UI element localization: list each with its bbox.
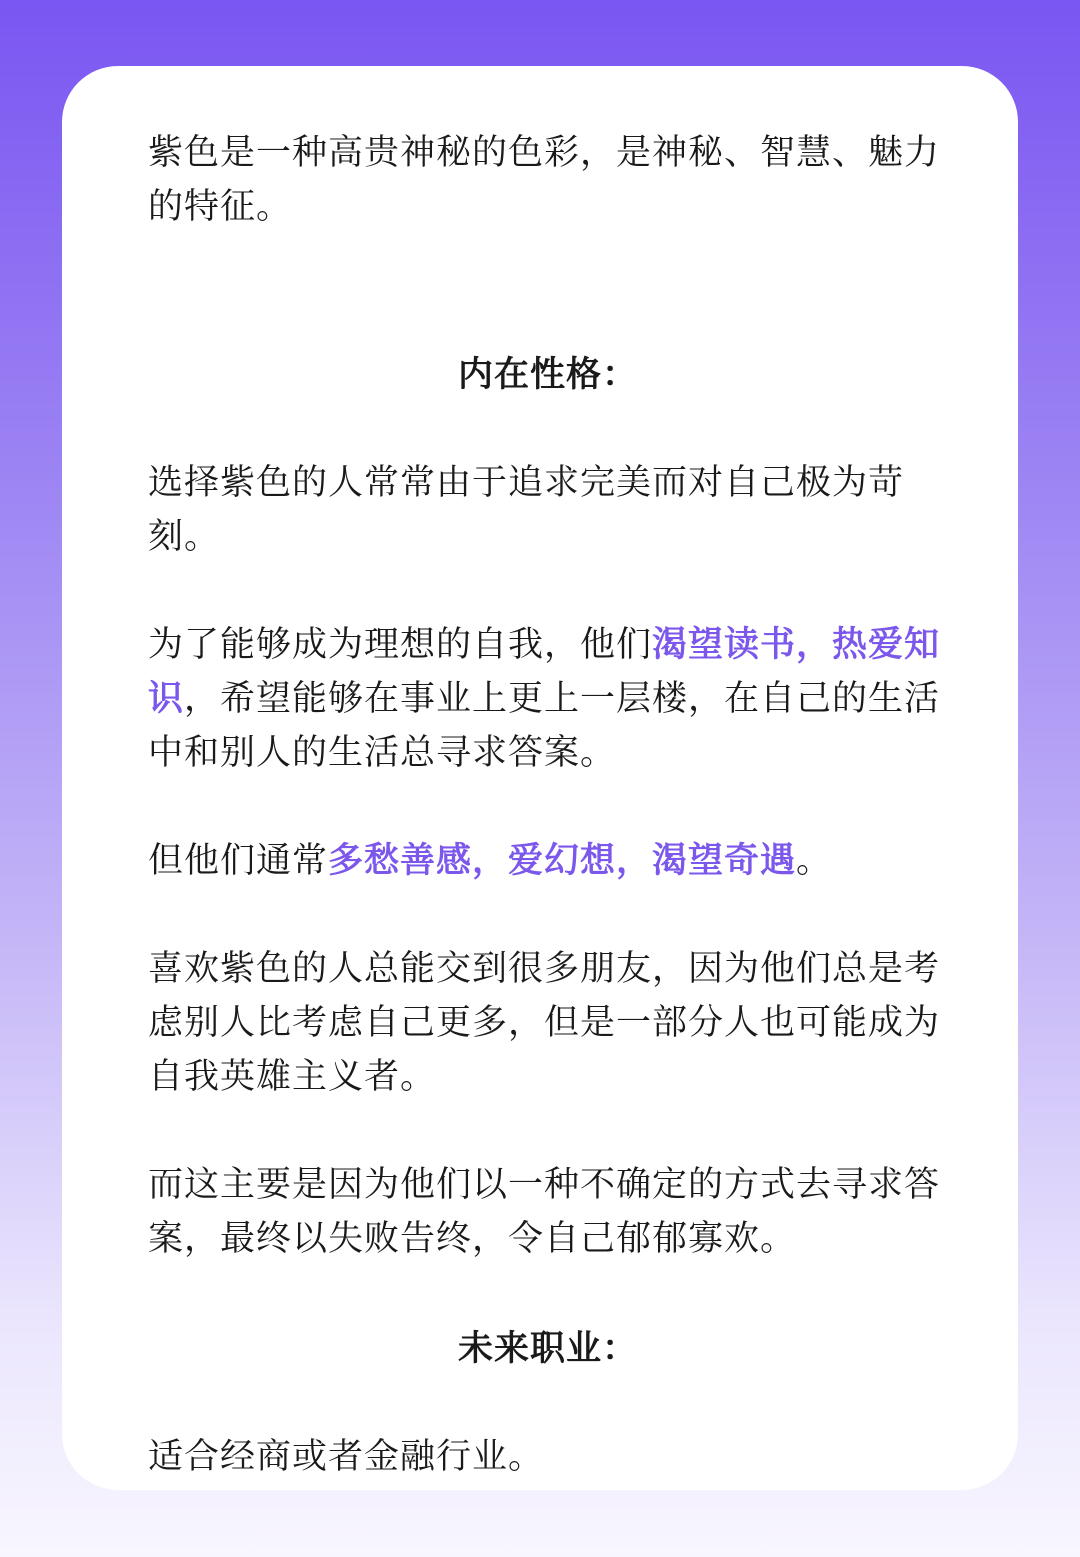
- section-title-personality: 内在性格：: [457, 355, 638, 395]
- paragraph-friends: 喜欢紫色的人总能交到很多朋友，因为他们总是考虑别人比考虑自己更多，但是一部分人也可能成为自我英雄主义者。: [148, 949, 941, 1097]
- paragraph-ideal-self: [148, 618, 948, 780]
- paragraph-text: 。: [796, 841, 833, 881]
- highlight-text: 多愁善感，爱幻想，渴望奇遇: [328, 841, 797, 881]
- section-title-career: 未来职业：: [457, 1329, 638, 1369]
- paragraph-career: 适合经商或者金融行业。: [148, 1437, 545, 1477]
- paragraph-text: 为了能够成为理想的自我，他们: [148, 625, 653, 665]
- paragraph-text: 但他们通常: [148, 841, 329, 881]
- paragraph-perfection: 选择紫色的人常常由于追求完美而对自己极为苛刻。: [148, 463, 905, 557]
- paragraph-text: ，希望能够在事业上更上一层楼，在自己的生活中和别人的生活总寻求答案。: [148, 679, 941, 773]
- highlight-text: 渴望读书，热爱知识: [148, 625, 941, 719]
- paragraph-sensitive: [148, 834, 948, 888]
- intro-paragraph: 紫色是一种高贵神秘的色彩，是神秘、智慧、魅力的特征。: [148, 133, 941, 227]
- paragraph-uncertain: 而这主要是因为他们以一种不确定的方式去寻求答案，最终以失败告终，令自己郁郁寡欢。: [148, 1165, 941, 1259]
- content-card: [62, 66, 1018, 1490]
